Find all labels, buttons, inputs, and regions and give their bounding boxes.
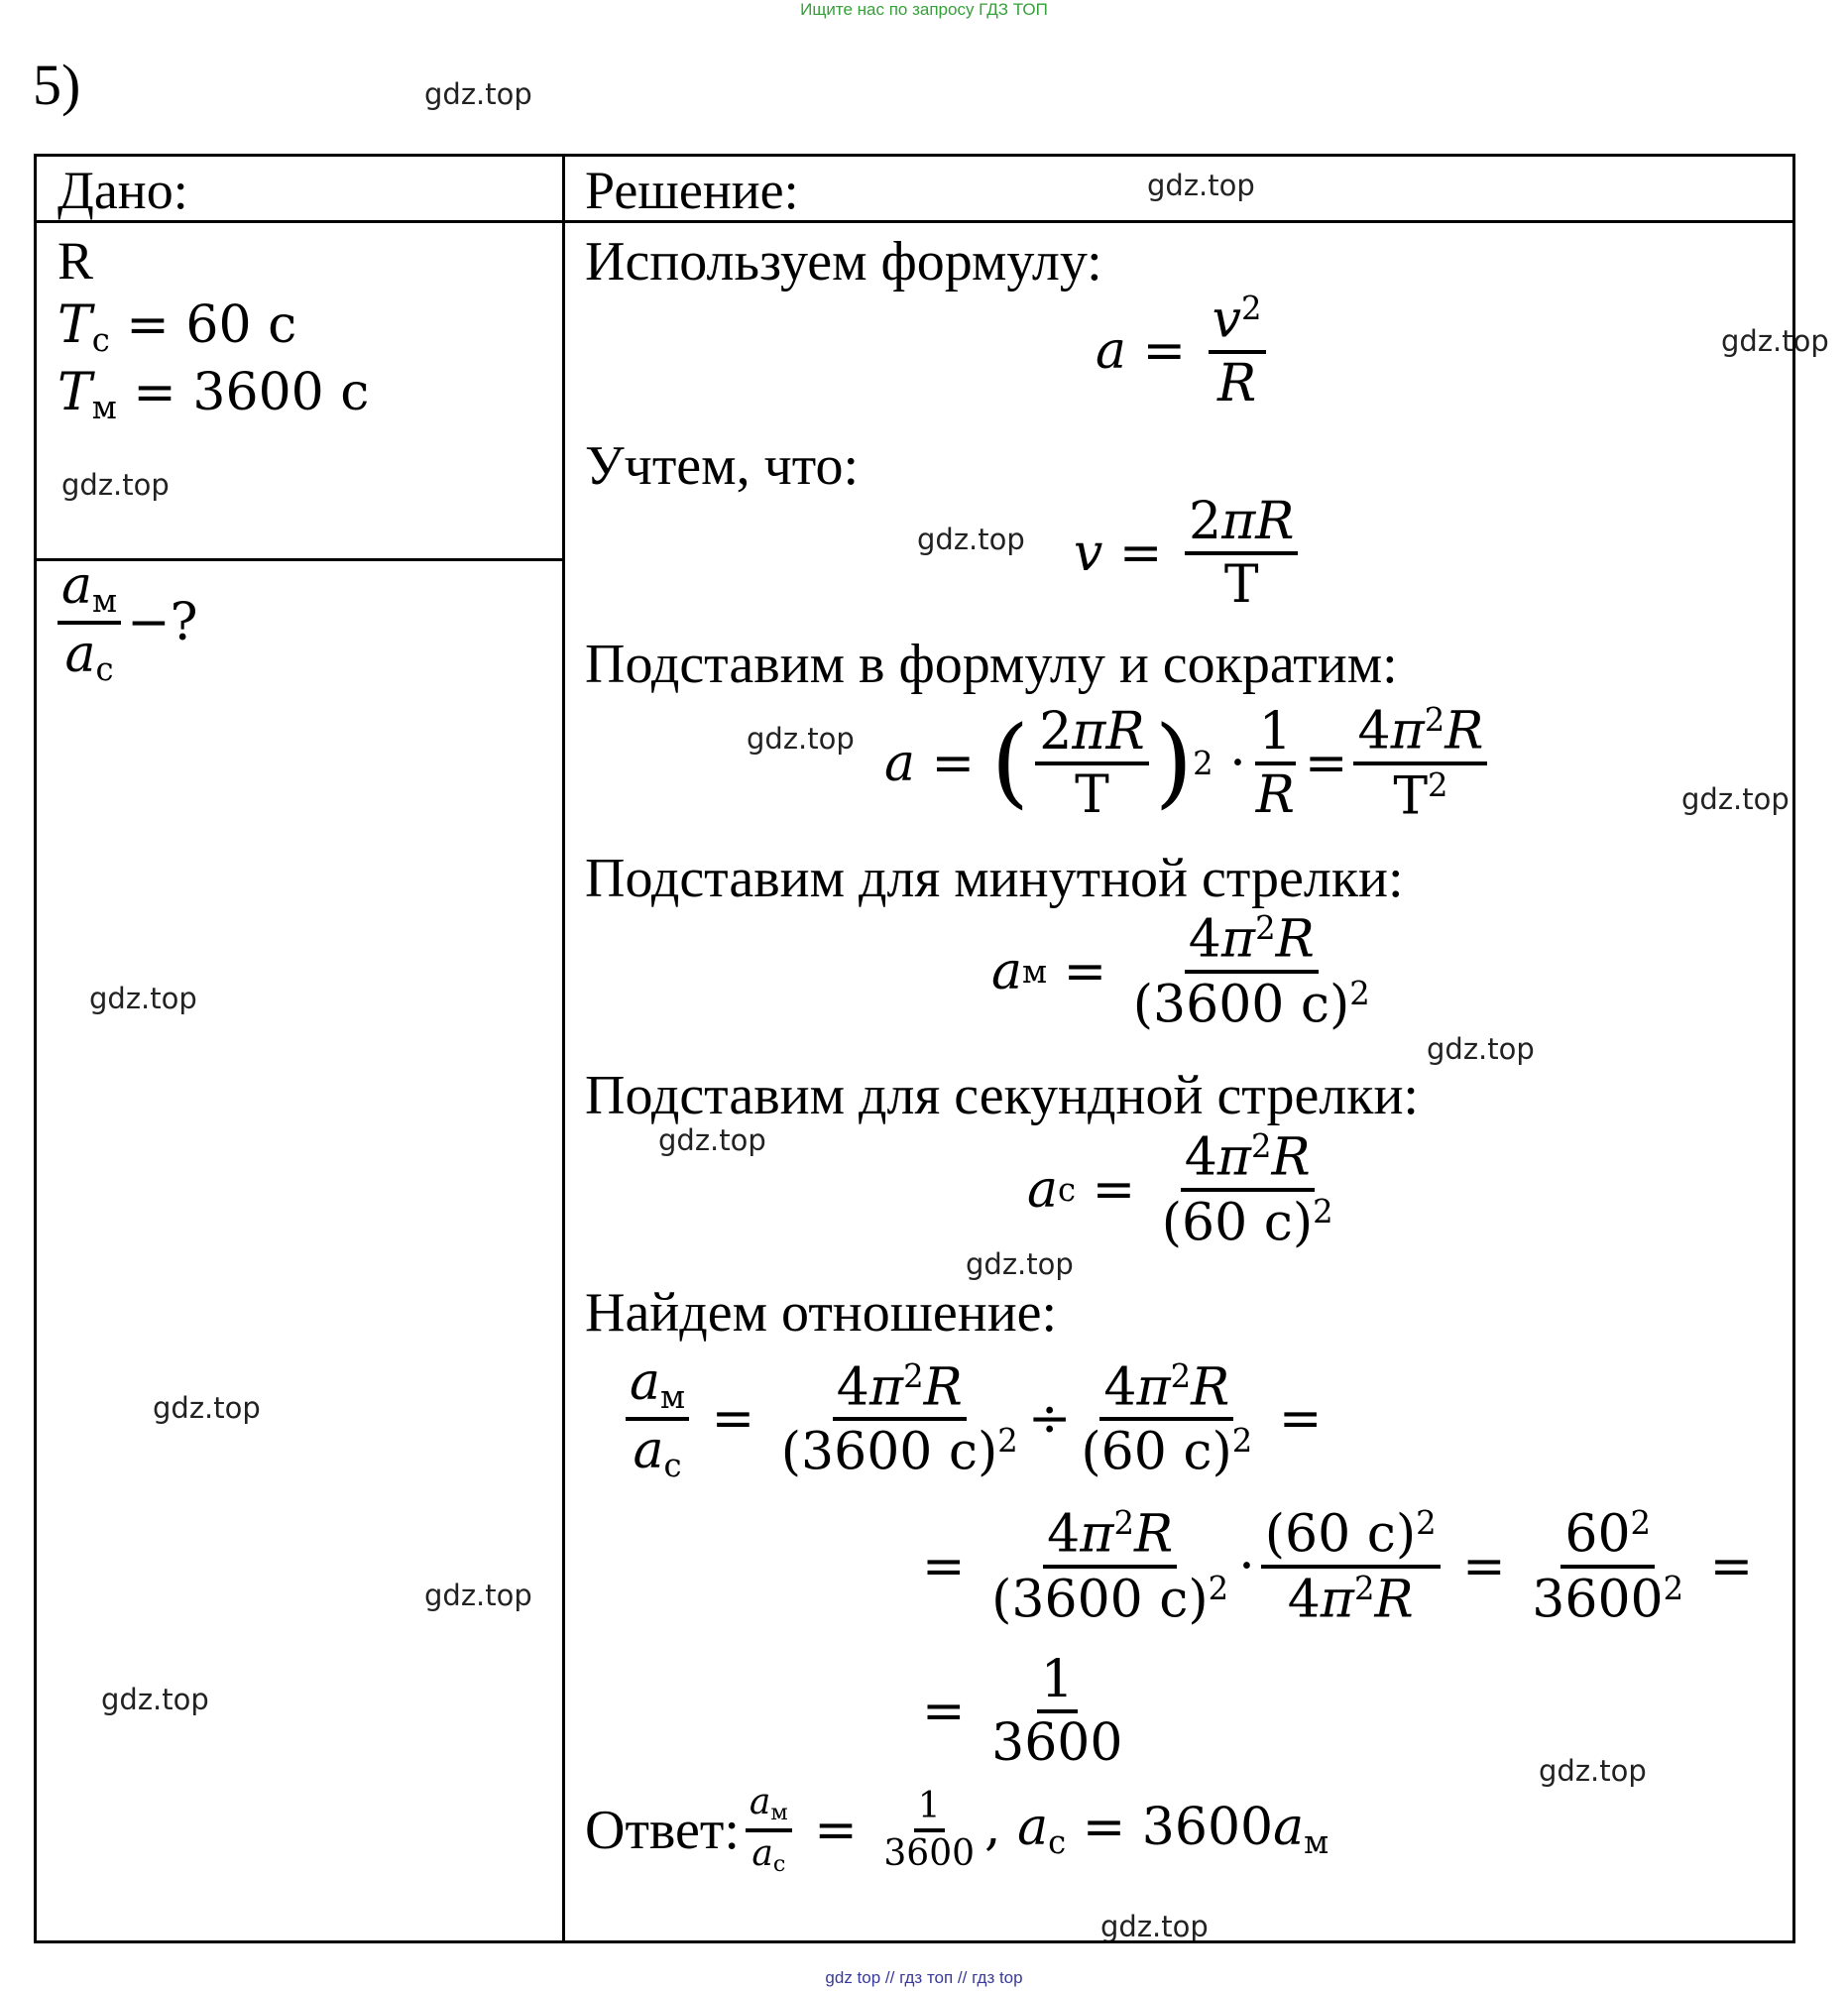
- header-divider: [34, 220, 1795, 223]
- watermark: gdz.top: [1100, 1910, 1209, 1943]
- watermark: gdz.top: [424, 77, 532, 111]
- watermark: gdz.top: [1147, 169, 1255, 202]
- answer-tail: = 3600: [1082, 1797, 1274, 1857]
- watermark: gdz.top: [89, 982, 197, 1015]
- watermark: gdz.top: [1539, 1754, 1647, 1788]
- answer-label: Ответ:: [585, 1799, 740, 1861]
- den-3600: 3600: [991, 1713, 1123, 1773]
- given-tc: $T_с = 60$ с: [58, 295, 297, 360]
- given-tc-value: 60 с: [185, 295, 297, 355]
- formula-ratio-2: = $\frac{4\pi^2R}{(3600 с)^2}$ · $\frac{(60 с)^2}{4\pi^2R}$ = $\frac{60^2}{3600^2}$ =: [922, 1504, 1754, 1630]
- task-number: 5): [33, 53, 81, 117]
- formula-second: a с = $\frac{4\pi^2R}{(60 с)^2}$: [1027, 1127, 1333, 1253]
- footer: gdz top // гдз топ // гдз top: [825, 1968, 1023, 1987]
- num-60: 60: [1564, 1504, 1631, 1565]
- given-tm-value: 3600 с: [192, 363, 370, 422]
- answer-one: 1: [914, 1789, 945, 1832]
- solution-header: Решение:: [585, 161, 799, 220]
- watermark: gdz.top: [424, 1579, 532, 1612]
- num-one: 1: [1037, 1654, 1078, 1713]
- given-r: R: [58, 231, 94, 291]
- formula-ratio-3: = $\frac{1}{3600}$: [922, 1654, 1132, 1769]
- solution-line-1: Используем формулу:: [585, 231, 1102, 293]
- answer: Ответ: $\frac{a_м}{a_с}$ = $\frac{1}{3600}$ , $a_с = 3600a_м$: [585, 1782, 1329, 1877]
- watermark: gdz.top: [658, 1123, 766, 1157]
- given-header: Дано:: [58, 161, 188, 220]
- solution-line-5: Подставим для секундной стрелки:: [585, 1065, 1419, 1126]
- watermark: gdz.top: [1721, 324, 1829, 358]
- den-3600c: (3600 с): [991, 1570, 1209, 1630]
- given-tm: $T_м = 3600$ с: [58, 363, 370, 427]
- formula-minute: a м = $\frac{4\pi^2R}{(3600 с)^2}$: [991, 909, 1370, 1035]
- top-banner: Ищите нас по запросу ГДЗ ТОП: [800, 0, 1048, 19]
- formula-substitution: a = ( $\frac{2\pi R}{T}$ ) 2 · $\frac{1}{R}$ = $\frac{4\pi^2R}{T^2}$: [884, 704, 1493, 822]
- watermark: gdz.top: [747, 722, 855, 756]
- num-60c: (60 с): [1264, 1504, 1417, 1565]
- watermark: gdz.top: [966, 1247, 1074, 1281]
- solution-line-3: Подставим в формулу и сократим:: [585, 634, 1398, 695]
- den-60c: (60 с): [1161, 1193, 1314, 1253]
- den-60c: (60 с): [1081, 1422, 1232, 1482]
- column-divider: [562, 154, 565, 1943]
- find-suffix: −?: [127, 593, 198, 653]
- formula-a: a = $\frac{v^2}{R}$: [1096, 293, 1272, 410]
- watermark: gdz.top: [153, 1391, 261, 1425]
- den-3600c: (3600 с): [780, 1422, 998, 1482]
- formula-v: v = $\frac{2\pi R}{T}$: [1074, 496, 1304, 611]
- answer-3600: 3600: [883, 1832, 976, 1874]
- watermark: gdz.top: [101, 1683, 209, 1716]
- solution-line-6: Найдем отношение:: [585, 1282, 1058, 1344]
- find-ratio: $\frac{a_м}{a_с}$ −?: [52, 560, 198, 686]
- watermark: gdz.top: [917, 523, 1025, 556]
- den-3600: 3600: [1532, 1570, 1664, 1630]
- den-3600c: (3600 с): [1132, 975, 1350, 1035]
- formula-ratio-1: $\frac{a_м}{a_с}$ = $\frac{4\pi^2R}{(3600 с)^2}$ ÷ $\frac{4\pi^2R}{(60 с)^2}$ =: [620, 1356, 1322, 1482]
- watermark: gdz.top: [1681, 782, 1790, 816]
- watermark: gdz.top: [61, 468, 170, 502]
- solution-line-4: Подставим для минутной стрелки:: [585, 848, 1404, 909]
- watermark: gdz.top: [1427, 1032, 1535, 1066]
- solution-line-2: Учтем, что:: [585, 435, 860, 497]
